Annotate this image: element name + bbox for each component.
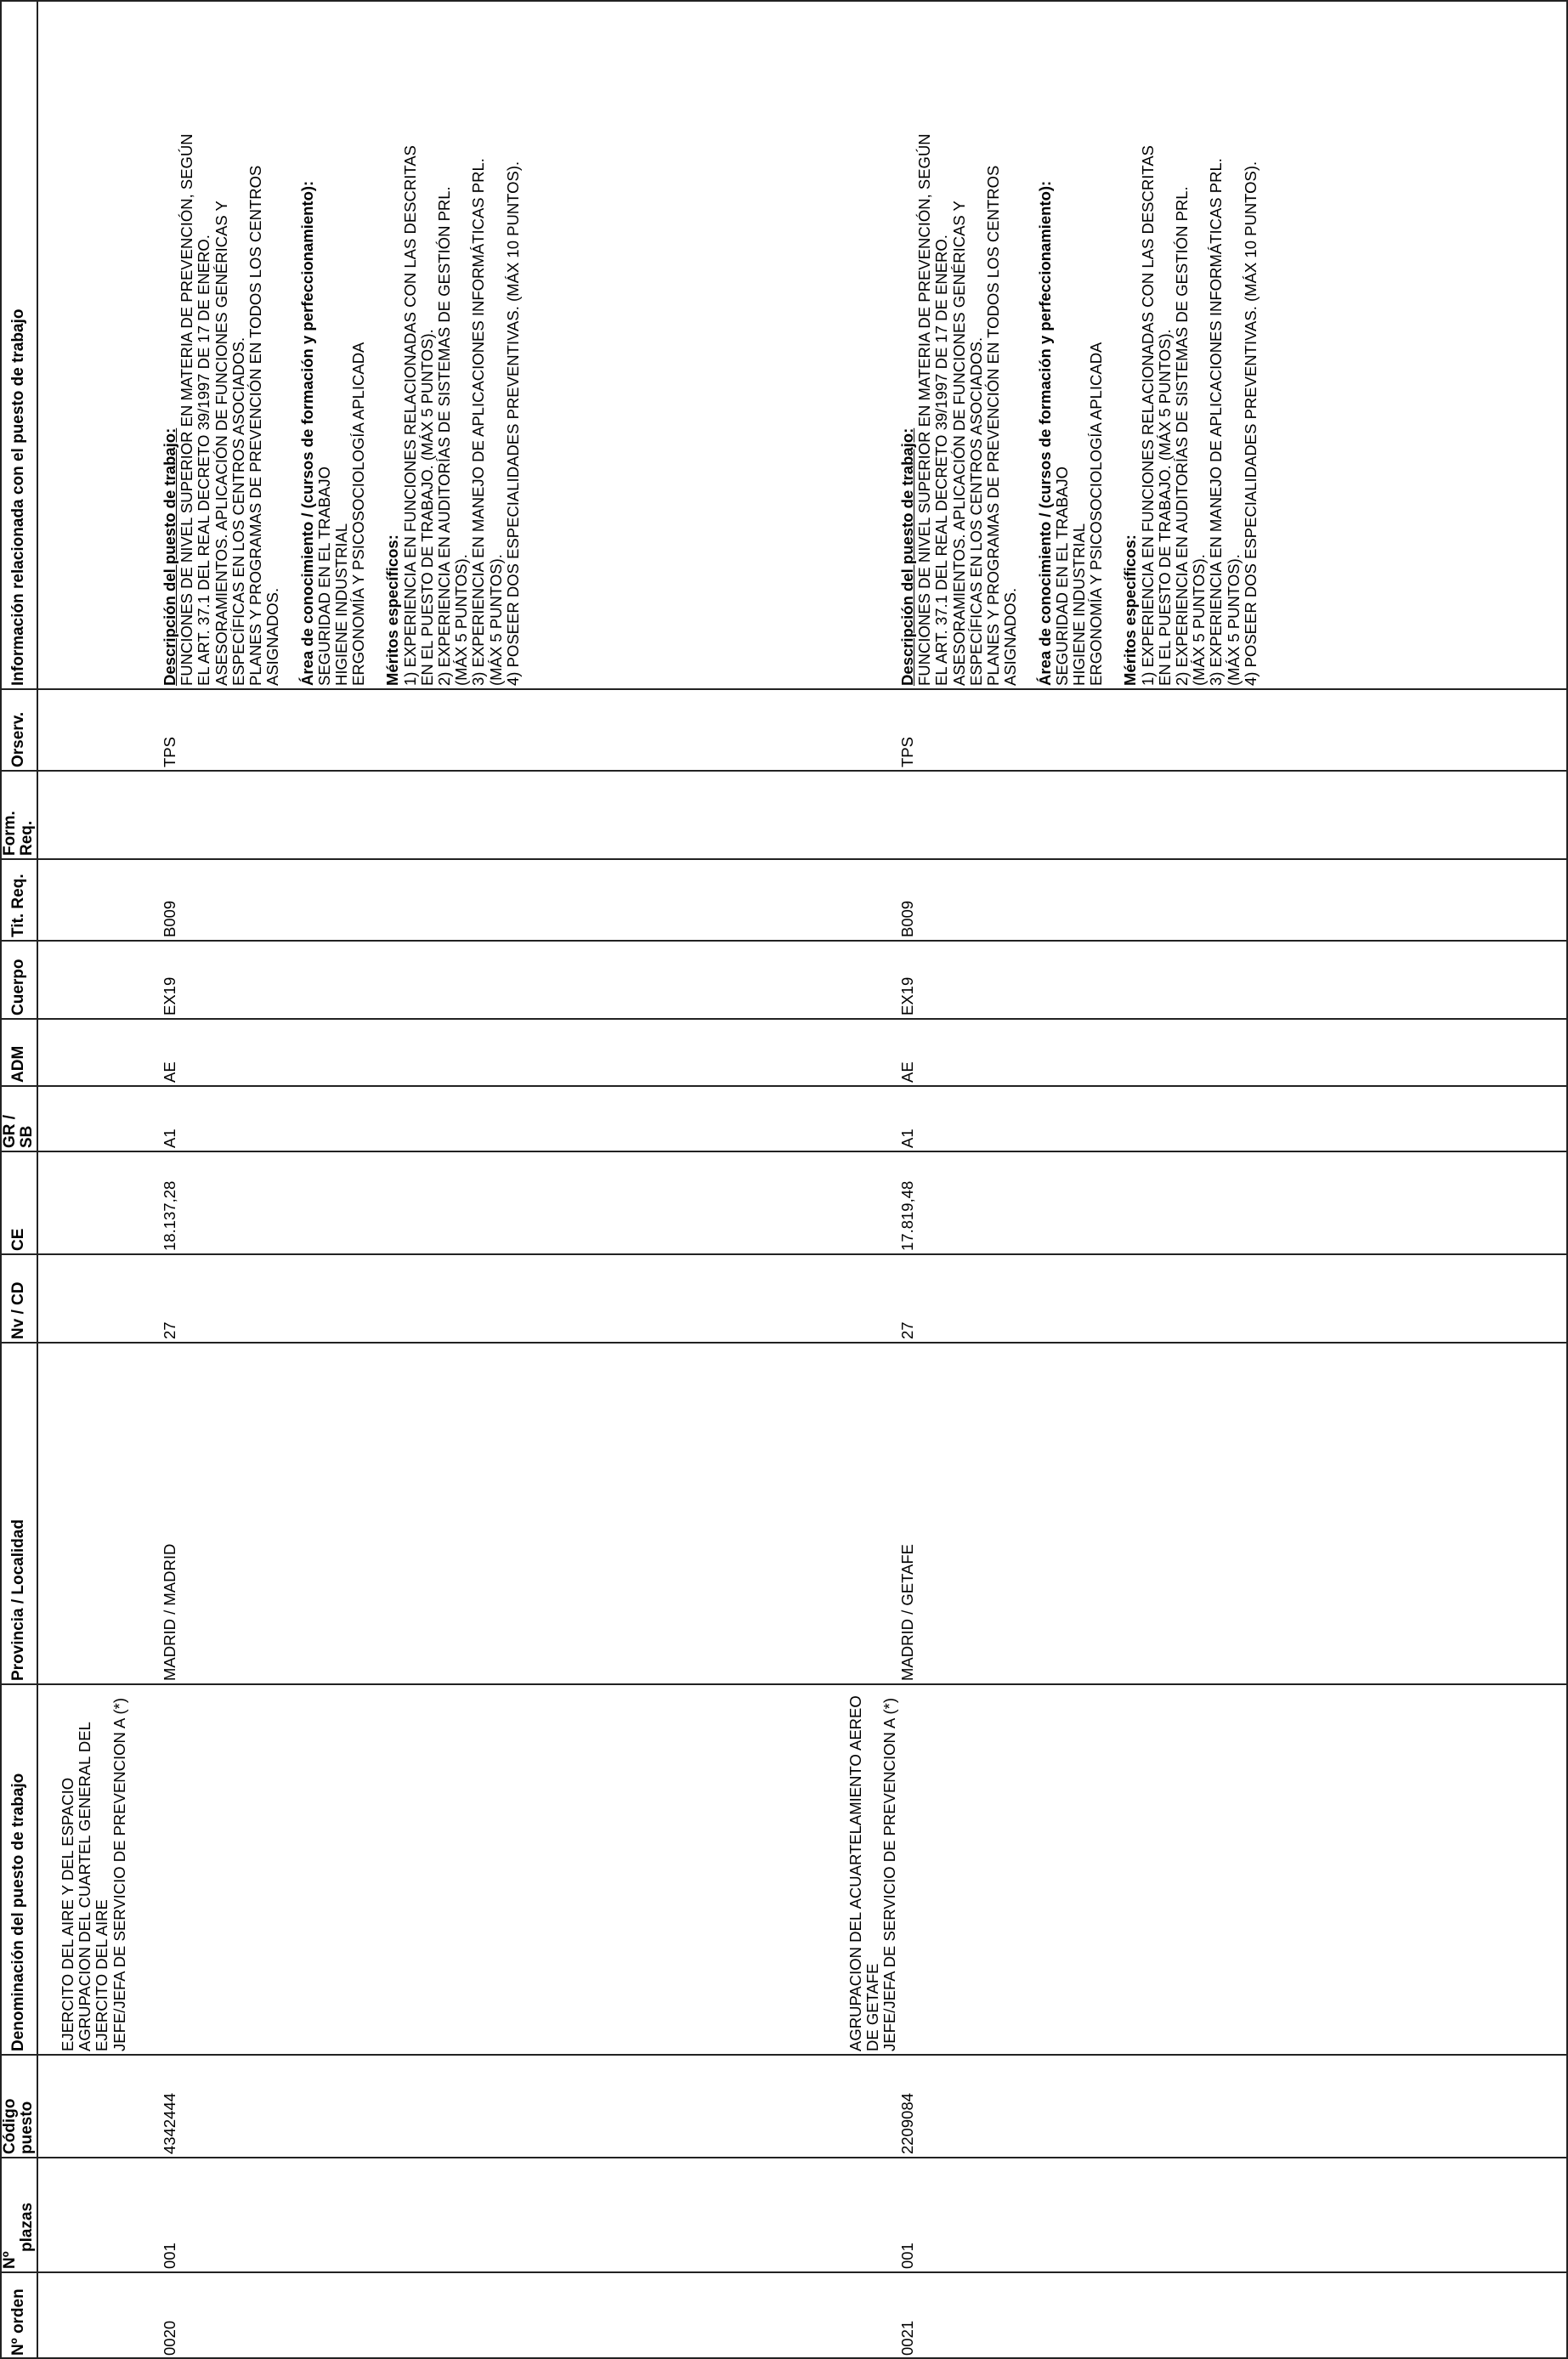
denominacion-line: EJERCITO DEL AIRE Y DEL ESPACIO (59, 1777, 76, 2051)
header-grupo-1: GR / (1, 1114, 19, 1148)
header-formacion-2: Req. (18, 820, 36, 856)
col-divider (0, 1018, 1568, 1020)
cell-denominacion (59, 1698, 128, 2051)
desc-line: ASESORAMIENTOS. APLICACIÓN DE FUNCIONES GENÉRICAS Y (212, 201, 230, 686)
header-formacion-1: Form. (1, 811, 19, 856)
col-divider (0, 688, 1568, 690)
header-codigo-1: Código (1, 2098, 19, 2154)
desc-line: ASIGNADOS. (263, 587, 282, 686)
header-ce: CE (9, 1228, 27, 1251)
cell-info (899, 133, 1259, 686)
desc-line: ESPECÍFICAS EN LOS CENTROS ASOCIADOS. (229, 337, 247, 686)
spacer (281, 133, 298, 686)
header-nivel: Nv / CD (9, 1281, 27, 1339)
denominacion-line: EJERCITO DEL AIRE (93, 1899, 111, 2051)
denominacion-line: AGRUPACION DEL CUARTEL GENERAL DEL (76, 1722, 94, 2051)
cell-adm: AE (161, 1061, 178, 1083)
meritos-line: 3) EXPERIENCIA EN MANEJO DE APLICACIONES INFORMÁTICAS PRL. (1207, 158, 1226, 686)
meritos-line: 4) POSEER DOS ESPECIALIDADES PREVENTIVAS. (MÁX 10 PUNTOS). (1241, 161, 1259, 686)
desc-line: EL ART. 37.1 DEL REAL DECRETO 39/1997 DE 17 DE ENERO. (195, 235, 213, 686)
cell-orden: 0021 (898, 2320, 916, 2356)
header-plazas-1: Nº (1, 2251, 19, 2269)
cell-grupo: A1 (898, 1129, 916, 1148)
meritos-title: Méritos específicos: (1121, 535, 1140, 686)
meritos-title: Méritos específicos: (383, 535, 402, 686)
desc-line: ASIGNADOS. (1001, 587, 1020, 686)
col-divider (0, 1683, 1568, 1685)
area-line: SEGURIDAD EN EL TRABAJO (1052, 466, 1071, 686)
area-line: ERGONOMÍA Y PSICOSOCIOLOGÍA APLICADA (1087, 342, 1106, 686)
meritos-line: 1) EXPERIENCIA EN FUNCIONES RELACIONADAS CON LAS DESCRITAS (1138, 145, 1157, 686)
cell-ce: 17.819,48 (898, 1180, 916, 1251)
header-orden: Nº orden (9, 2288, 27, 2356)
area-line: HIGIENE INDUSTRIAL (331, 523, 350, 686)
desc-line: FUNCIONES DE NIVEL SUPERIOR EN MATERIA DE PREVENCIÓN, SEGÚN (915, 133, 934, 686)
col-divider (0, 940, 1568, 942)
cell-info (161, 133, 522, 686)
desc-line: ASESORAMIENTOS. APLICACIÓN DE FUNCIONES GENÉRICAS Y (949, 201, 968, 686)
desc-line: PLANES Y PROGRAMAS DE PREVENCIÓN EN TODOS LOS CENTROS (246, 165, 264, 686)
cell-codigo: 4342444 (161, 2092, 178, 2154)
col-divider (0, 858, 1568, 860)
meritos-line: (MÁX 5 PUNTOS). (1224, 554, 1243, 686)
col-divider (0, 1085, 1568, 1087)
meritos-line: 4) POSEER DOS ESPECIALIDADES PREVENTIVAS. (MÁX 10 PUNTOS). (503, 161, 522, 686)
header-grupo-2: SB (18, 1125, 36, 1148)
desc-line: FUNCIONES DE NIVEL SUPERIOR EN MATERIA DE PREVENCIÓN, SEGÚN (178, 133, 196, 686)
col-divider (0, 2054, 1568, 2056)
area-line: HIGIENE INDUSTRIAL (1069, 523, 1088, 686)
cell-plazas: 001 (161, 2243, 178, 2269)
cell-titulacion: B009 (161, 900, 178, 937)
cell-observaciones: TPS (898, 737, 916, 767)
desc-title: Descripción del puesto de trabajo: (898, 427, 916, 686)
area-title: Área de conocimiento / (cursos de formación y perfeccionamiento): (297, 180, 316, 686)
desc-title: Descripción del puesto de trabajo: (161, 427, 178, 686)
meritos-line: 3) EXPERIENCIA EN MANEJO DE APLICACIONES INFORMÁTICAS PRL. (469, 158, 488, 686)
meritos-line: 2) EXPERIENCIA EN AUDITORÍAS DE SISTEMAS DE GESTIÓN PRL. (1173, 186, 1191, 686)
cell-adm: AE (898, 1061, 916, 1083)
denominacion-line: AGRUPACION DEL ACUARTELAMIENTO AEREO (846, 1695, 864, 2051)
cell-provincia: MADRID / GETAFE (898, 1543, 916, 1681)
spacer (1105, 133, 1122, 686)
area-line: SEGURIDAD EN EL TRABAJO (314, 466, 333, 686)
header-codigo-2: puesto (18, 2101, 36, 2154)
header-plazas-2: plazas (18, 2202, 36, 2252)
cell-plazas: 001 (898, 2243, 916, 2269)
cell-titulacion: B009 (898, 900, 916, 937)
spacer (1019, 133, 1036, 686)
col-divider (0, 1253, 1568, 1255)
header-observaciones: Orserv. (9, 711, 27, 767)
table-border-top (0, 0, 2, 2359)
meritos-line: 1) EXPERIENCIA EN FUNCIONES RELACIONADAS CON LAS DESCRITAS (400, 145, 419, 686)
area-line: ERGONOMÍA Y PSICOSOCIOLOGÍA APLICADA (349, 342, 368, 686)
cell-nivel: 27 (898, 1321, 916, 1339)
header-provincia: Provincia / Localidad (9, 1519, 27, 1681)
cell-denominacion (847, 1695, 899, 2051)
cell-ce: 18.137,28 (161, 1180, 178, 1251)
cell-grupo: A1 (161, 1129, 178, 1148)
header-cuerpo: Cuerpo (9, 959, 27, 1015)
col-divider (0, 1151, 1568, 1152)
meritos-line: (MÁX 5 PUNTOS). (1190, 554, 1209, 686)
cell-orden: 0020 (161, 2320, 178, 2356)
cell-observaciones: TPS (161, 737, 178, 767)
meritos-line: (MÁX 5 PUNTOS). (486, 554, 505, 686)
meritos-line: 2) EXPERIENCIA EN AUDITORÍAS DE SISTEMAS DE GESTIÓN PRL. (435, 186, 453, 686)
meritos-line: EN EL PUESTO DE TRABAJO. (MÁX 5 PUNTOS). (417, 329, 436, 686)
col-divider (0, 0, 1568, 2)
cell-cuerpo: EX19 (898, 976, 916, 1015)
cell-cuerpo: EX19 (161, 976, 178, 1015)
header-denominacion: Denominación del puesto de trabajo (9, 1773, 27, 2051)
header-adm: ADM (9, 1045, 27, 1083)
header-divider (37, 0, 38, 2359)
area-title: Área de conocimiento / (cursos de formación y perfeccionamiento): (1035, 180, 1054, 686)
col-divider (0, 1342, 1568, 1344)
col-divider (0, 2271, 1568, 2273)
denominacion-line: JEFE/JEFA DE SERVICIO DE PREVENCION A (*) (880, 1697, 899, 2051)
header-titulacion: Tit. Req. (9, 874, 27, 937)
denominacion-line: DE GETAFE (863, 1963, 882, 2051)
desc-line: ESPECÍFICAS EN LOS CENTROS ASOCIADOS. (966, 337, 985, 686)
header-info: Información relacionada con el puesto de trabajo (9, 308, 27, 686)
desc-line: PLANES Y PROGRAMAS DE PREVENCIÓN EN TODOS LOS CENTROS (983, 165, 1002, 686)
spacer (367, 133, 384, 686)
meritos-line: EN EL PUESTO DE TRABAJO. (MÁX 5 PUNTOS). (1155, 329, 1174, 686)
cell-provincia: MADRID / MADRID (161, 1543, 178, 1681)
desc-line: EL ART. 37.1 DEL REAL DECRETO 39/1997 DE 17 DE ENERO. (932, 235, 951, 686)
meritos-line: (MÁX 5 PUNTOS). (452, 554, 471, 686)
col-divider (0, 2157, 1568, 2158)
denominacion-line: JEFE/JEFA DE SERVICIO DE PREVENCION A (*) (110, 1697, 128, 2051)
cell-codigo: 2209084 (898, 2092, 916, 2154)
cell-nivel: 27 (161, 1321, 178, 1339)
col-divider (0, 770, 1568, 772)
